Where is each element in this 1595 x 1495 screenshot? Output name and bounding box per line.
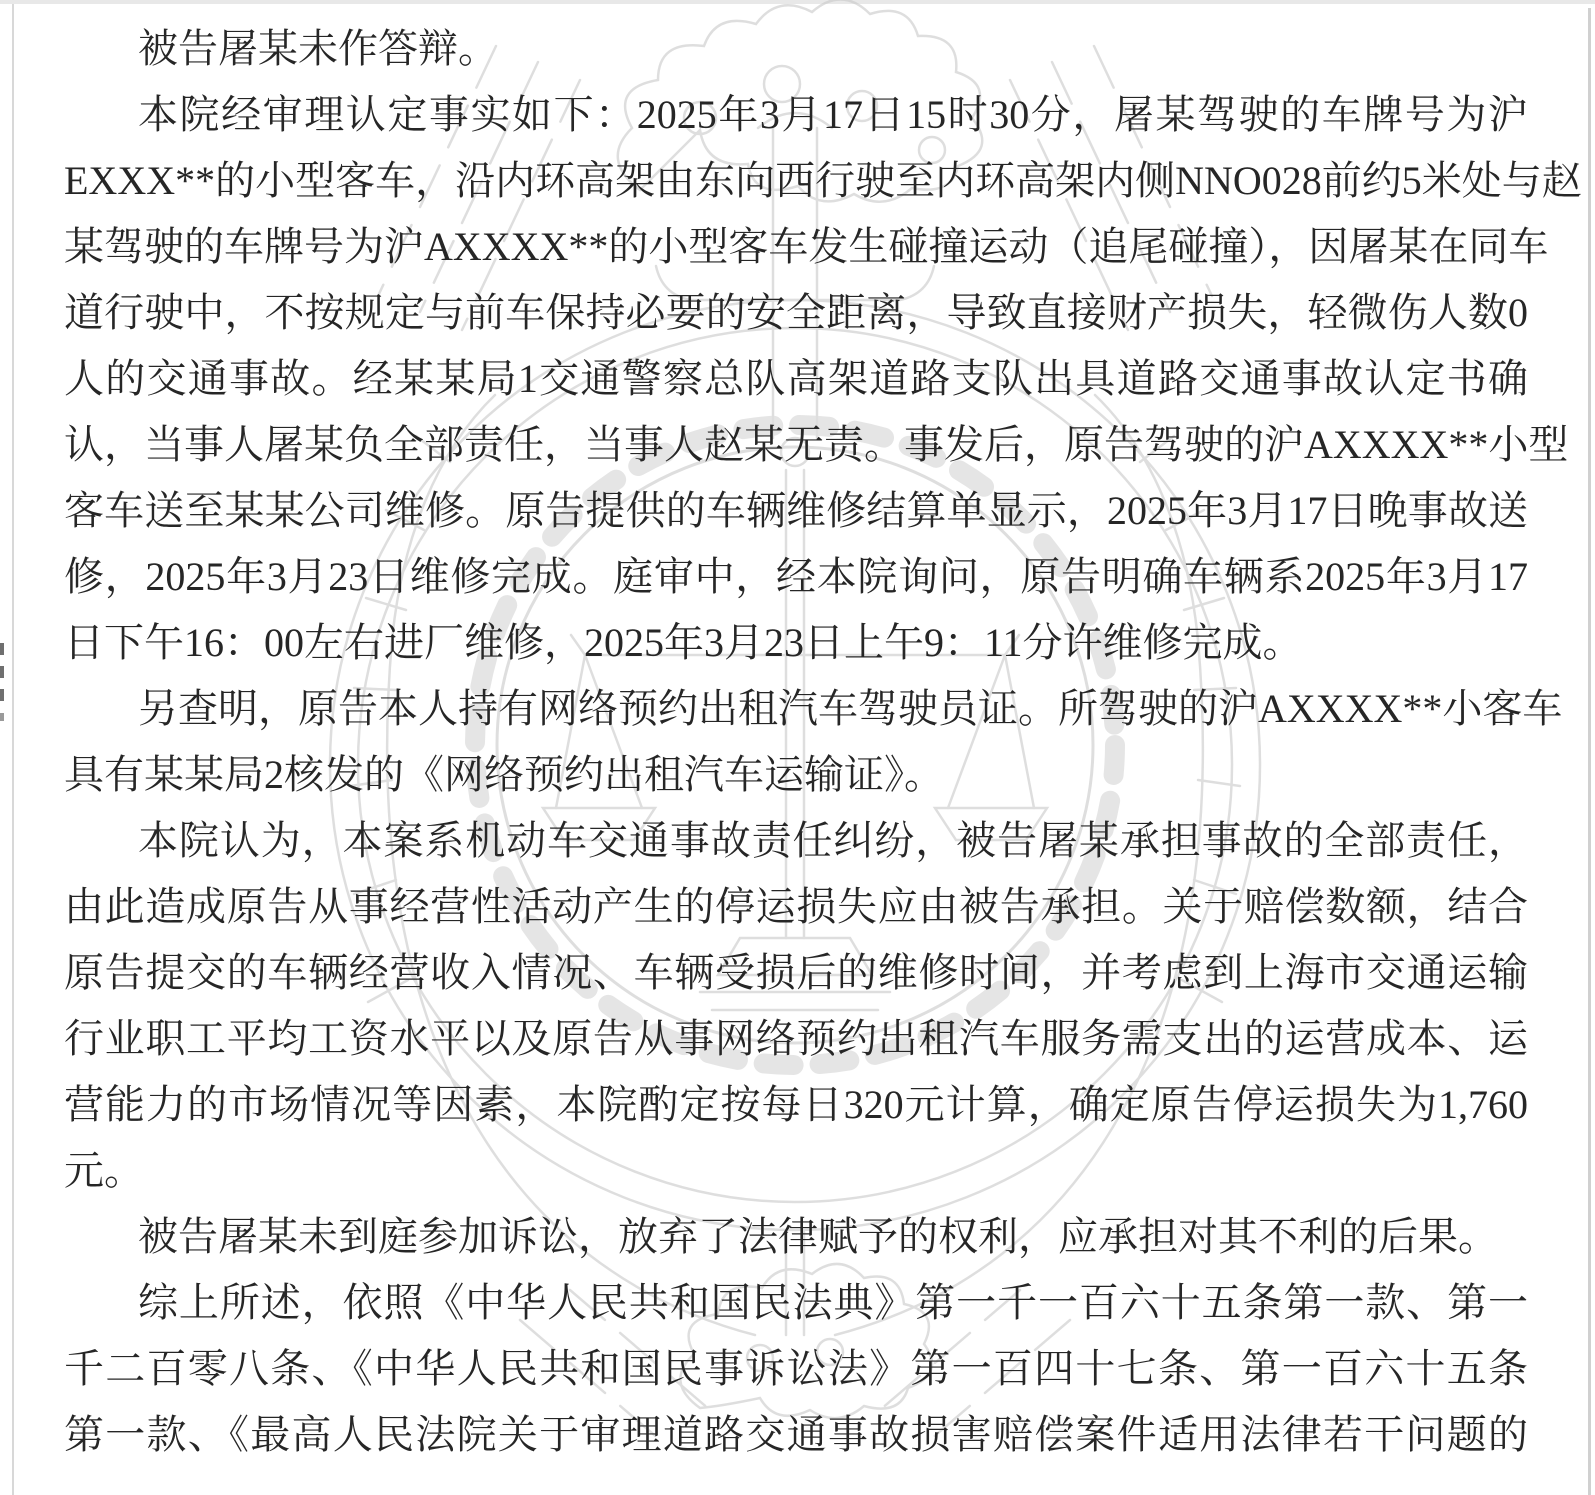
text-line: 被告屠某未到庭参加诉讼，放弃了法律赋予的权利，应承担对其不利的后果。: [138, 1214, 1498, 1259]
page-top-border: [0, 0, 1595, 4]
text-line: 客车送至某某公司维修。原告提供的车辆维修结算单显示，2025年3月17日晚事故送: [64, 488, 1528, 533]
text-line: 某驾驶的车牌号为沪AXXXX**的小型客车发生碰撞运动（追尾碰撞），因屠某在同车: [64, 224, 1549, 269]
text-line: 另查明，原告本人持有网络预约出租汽车驾驶员证。所驾驶的沪AXXXX**小客车: [138, 686, 1563, 731]
text-line: 千二百零八条、《中华人民共和国民事诉讼法》第一百四十七条、第一百六十五条: [64, 1346, 1528, 1391]
text-line: 营能力的市场情况等因素，本院酌定按每日320元计算，确定原告停运损失为1,760: [64, 1082, 1528, 1127]
text-line: EXXX**的小型客车，沿内环高架由东向西行驶至内环高架内侧NNO028前约5米处与赵: [64, 158, 1582, 203]
text-line: 人的交通事故。经某某局1交通警察总队高架道路支队出具道路交通事故认定书确: [64, 356, 1528, 401]
text-line: 道行驶中，不按规定与前车保持必要的安全距离，导致直接财产损失，轻微伤人数0: [64, 290, 1528, 335]
text-line: 本院认为，本案系机动车交通事故责任纠纷，被告屠某承担事故的全部责任，: [138, 818, 1528, 863]
text-line: 综上所述，依照《中华人民共和国民法典》第一千一百六十五条第一款、第一: [138, 1280, 1528, 1325]
text-line: 认，当事人屠某负全部责任，当事人赵某无责。事发后，原告驾驶的沪AXXXX**小型: [64, 422, 1569, 467]
scrollbar-track[interactable]: [1588, 8, 1591, 1495]
text-line: 日下午16：00左右进厂维修，2025年3月23日上午9：11分许维修完成。: [64, 620, 1303, 665]
text-line: 第一款、《最高人民法院关于审理道路交通事故损害赔偿案件适用法律若干问题的: [64, 1412, 1528, 1457]
text-line: 由此造成原告从事经营性活动产生的停运损失应由被告承担。关于赔偿数额，结合: [64, 884, 1528, 929]
text-line: 行业职工平均工资水平以及原告从事网络预约出租汽车服务需支出的运营成本、运: [64, 1016, 1528, 1061]
text-line: 修，2025年3月23日维修完成。庭审中，经本院询问，原告明确车辆系2025年3月17: [64, 554, 1528, 599]
text-line: 被告屠某未作答辩。: [138, 26, 498, 71]
cutoff-glyph-mark: [0, 689, 4, 701]
text-line: 具有某某局2核发的《网络预约出租汽车运输证》。: [64, 752, 944, 797]
cutoff-glyph-mark: [0, 666, 4, 678]
cutoff-glyph-mark: [0, 643, 4, 655]
cutoff-glyph-mark: [0, 713, 4, 721]
judgment-text-body: [64, 16, 1582, 1468]
text-line: 本院经审理认定事实如下：2025年3月17日15时30分，屠某驾驶的车牌号为沪: [138, 92, 1528, 137]
page-left-border: [12, 4, 14, 1495]
text-line: 原告提交的车辆经营收入情况、车辆受损后的维修时间，并考虑到上海市交通运输: [64, 950, 1528, 995]
text-line: 元。: [64, 1148, 144, 1193]
